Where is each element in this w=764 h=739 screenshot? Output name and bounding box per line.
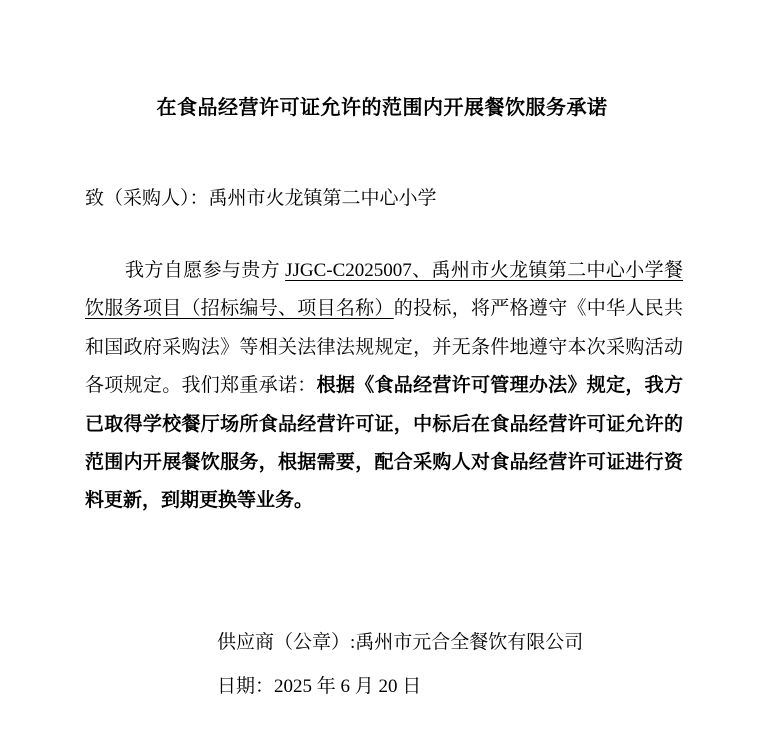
paragraph-middle: 的投标，将严格遵守《中华人民共和国政府采购法》等相关法律法规规定，并无条件地遵守本次采购活动各项规定。我们郑重承诺： bbox=[85, 298, 683, 397]
paragraph-lead: 我方自愿参与贵方 bbox=[125, 260, 286, 281]
supplier-signature-line: 供应商（公章）:禹州市元合全餐饮有限公司 bbox=[217, 632, 584, 653]
date-line: 日期：2025 年 6 月 20 日 bbox=[217, 676, 422, 697]
commitment-paragraph bbox=[85, 252, 683, 521]
bold-commitment-text: 根据《食品经营许可管理办法》规定，我方已取得学校餐厅场所食品经营许可证，中标后在食品经营许可证允许的范围内开展餐饮服务，根据需要，配合采购人对食品经营许可证进行资料更新，到期更换等业务。 bbox=[85, 375, 683, 512]
project-number-and-name-underlined: JJGC-C2025007、禹州市火龙镇第二中心小学餐饮服务项目（招标编号、项目名称） bbox=[85, 260, 683, 320]
recipient-line: 致（采购人）：禹州市火龙镇第二中心小学 bbox=[85, 188, 437, 209]
document-title: 在食品经营许可证允许的范围内开展餐饮服务承诺 bbox=[156, 97, 608, 119]
